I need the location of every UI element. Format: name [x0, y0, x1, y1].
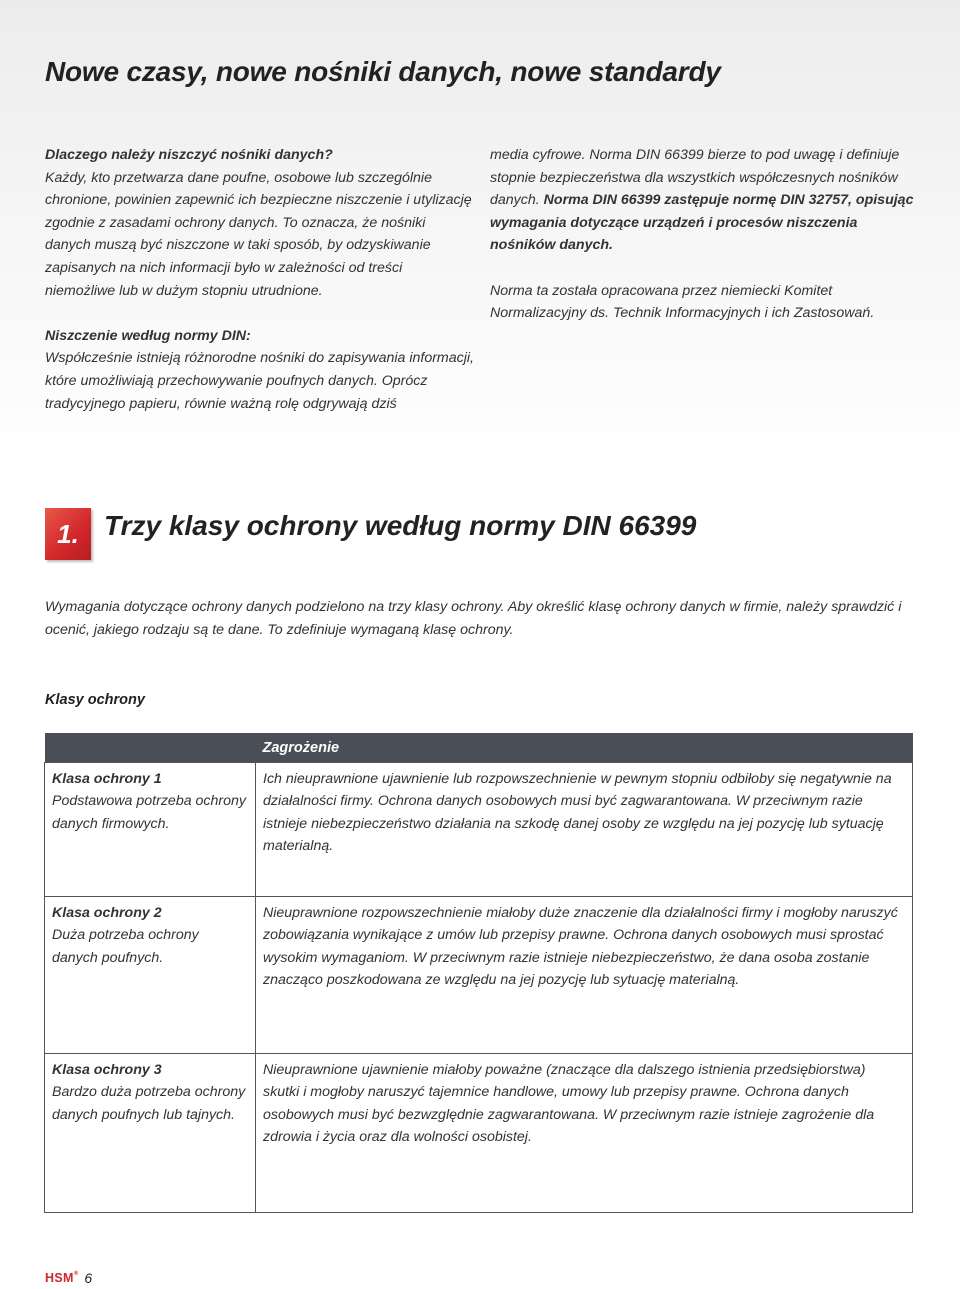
table-row — [45, 762, 913, 896]
class-description: Bardzo duża potrzeba ochrony danych poufnych lub tajnych. — [52, 1084, 246, 1123]
continuation-bold-text: Norma DIN 66399 zastępuje normę DIN 32757, opisując wymagania dotyczące urządzeń i procesów niszczenia nośników danych. — [490, 192, 914, 254]
continuation-paragraph — [490, 144, 920, 257]
registered-mark: ® — [73, 1271, 79, 1277]
left-column — [45, 144, 475, 438]
threat-cell: Ich nieuprawnione ujawnienie lub rozpowszechnienie w pewnym stopniu odbiłoby się negatywnie na działalności firmy. Ochrona danych osobowych musi być zagwarantowana. W przeciwnym razie istnieje niebezpieczeństwo działania na szkodę danej osoby ze względu na jej pozycję lub sytuację materialną. — [256, 762, 913, 896]
threat-cell: Nieuprawnione rozpowszechnienie miałoby duże znaczenie dla działalności firmy i mogłoby naruszyć zobowiązania wynikające z umów lub przepisy prawne. Ochrona danych osobowych musi sprostać wysokim wymaganiom. W przeciwnym razie istnieje niebezpieczeństwo, że dana osoba zostanie znacząco poszkodowana ze względu na jej pozycję lub sytuację materialną. — [256, 896, 913, 1053]
class-name: Klasa ochrony 1 — [52, 770, 162, 787]
din-heading: Niszczenie według normy DIN: — [45, 327, 251, 344]
page-footer — [45, 1270, 92, 1286]
right-column — [490, 144, 920, 347]
why-paragraph — [45, 144, 475, 302]
table-header-row — [45, 733, 913, 762]
threat-cell: Nieuprawnione ujawnienie miałoby poważne (znaczące dla dalszego istnienia przedsiębiorstwa) skutki i mogłoby naruszyć tajemnice handlowe, umowy lub przepisy prawne. Ochrona danych osobowych musi być bezwzględnie zagwarantowana. W przeciwnym razie istnieje zagrożenie dla zdrowia i życia oraz dla wolności osobistej. — [256, 1053, 913, 1212]
why-text: Każdy, kto przetwarza dane poufne, osobowe lub szczególnie chronione, powinien zapewnić ich bezpieczne niszczenie i utylizację zgodnie z zasadami ochrony danych. To oznacza, że nośniki danych muszą być niszczone w taki sposób, by odzyskiwanie zapisanych na nich informacji było w zależności od treści niemożliwe lub w dużym stopniu utrudnione. — [45, 169, 472, 299]
protection-classes-table — [44, 733, 913, 1213]
hsm-logo-text: HSM — [45, 1271, 74, 1285]
page-title: Nowe czasy, nowe nośniki danych, nowe standardy — [45, 56, 721, 87]
committee-text: Norma ta została opracowana przez niemiecki Komitet Normalizacyjny ds. Technik Informacyjnych i ich Zastosowań. — [490, 282, 875, 322]
class-name: Klasa ochrony 2 — [52, 904, 162, 921]
page-number: 6 — [84, 1270, 93, 1286]
table-label: Klasy ochrony — [45, 692, 145, 708]
table-header-blank — [45, 733, 256, 762]
class-description: Podstawowa potrzeba ochrony danych firmowych. — [52, 793, 247, 832]
din-text: Współcześnie istnieją różnorodne nośniki do zapisywania informacji, które umożliwiają przechowywanie poufnych danych. Oprócz tradycyjnego papieru, równie ważną rolę odgrywają dziś — [45, 350, 474, 412]
class-cell — [45, 762, 256, 896]
hsm-logo — [45, 1271, 78, 1285]
table-header-threat: Zagrożenie — [256, 733, 913, 762]
why-heading: Dlaczego należy niszczyć nośniki danych? — [45, 147, 333, 163]
class-cell — [45, 896, 256, 1053]
continuation-text: media cyfrowe. Norma DIN 66399 bierze to pod uwagę i definiuje stopnie bezpieczeństwa dla wszystkich współczesnych nośników danych. — [490, 147, 900, 209]
committee-paragraph — [490, 280, 920, 325]
class-name: Klasa ochrony 3 — [52, 1061, 162, 1078]
table-row — [45, 1053, 913, 1212]
table-row — [45, 896, 913, 1053]
din-paragraph — [45, 325, 475, 415]
section-number-badge: 1. — [45, 508, 91, 560]
class-cell — [45, 1053, 256, 1212]
section-title: Trzy klasy ochrony według normy DIN 66399 — [104, 510, 697, 541]
section-intro: Wymagania dotyczące ochrony danych podzielono na trzy klasy ochrony. Aby określić klasę ochrony danych w firmie, należy sprawdzić i ocenić, jakiego rodzaju są te dane. To zdefiniuje wymaganą klasę ochrony. — [45, 599, 902, 638]
class-description: Duża potrzeba ochrony danych poufnych. — [52, 927, 199, 966]
